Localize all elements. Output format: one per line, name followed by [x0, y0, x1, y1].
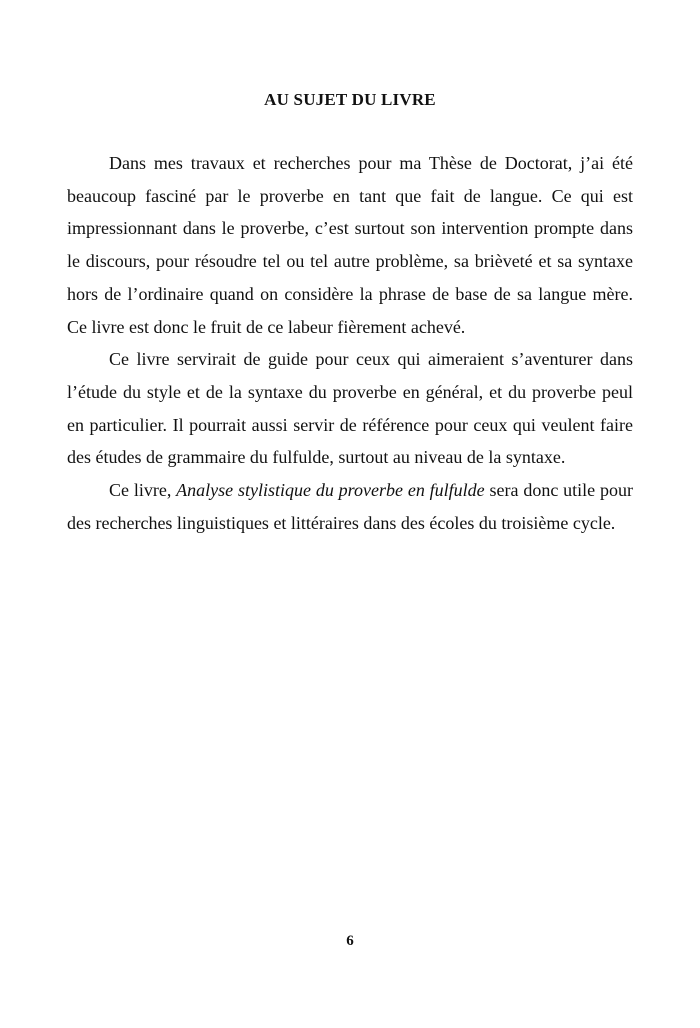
paragraph-book-usefulness: [67, 474, 633, 539]
page-title: AU SUJET DU LIVRE: [264, 90, 436, 109]
paragraph-lead-text: Ce livre,: [109, 480, 177, 501]
body-text: [67, 147, 633, 539]
book-title-italic: Analyse stylistique du proverbe en fulfulde: [176, 480, 485, 501]
page-number: 6: [346, 933, 354, 949]
paragraph-tail-text: sera donc utile pour des recherches linguistiques et littéraires dans des écoles du troisième cycle.: [67, 480, 634, 533]
paragraph-thesis-context: Dans mes travaux et recherches pour ma Thèse de Doctorat, j’ai été beaucoup fasciné par le proverbe en tant que fait de langue. Ce qui est impressionnant dans le proverbe, c’est surtout son intervention prompte dans le discours, pour résoudre tel ou tel autre problème, sa brièveté et sa syntaxe hors de l’ordinaire quand on considère la phrase de base de sa langue mère. Ce livre est donc le fruit de ce labeur fièrement achevé.: [67, 153, 633, 337]
paragraph-guide-purpose: Ce livre servirait de guide pour ceux qui aimeraient s’aventurer dans l’étude du style et de la syntaxe du proverbe en général, et du proverbe peul en particulier. Il pourrait aussi servir de référence pour ceux qui veulent faire des études de grammaire du fulfulde, surtout au niveau de la syntaxe.: [67, 349, 633, 468]
